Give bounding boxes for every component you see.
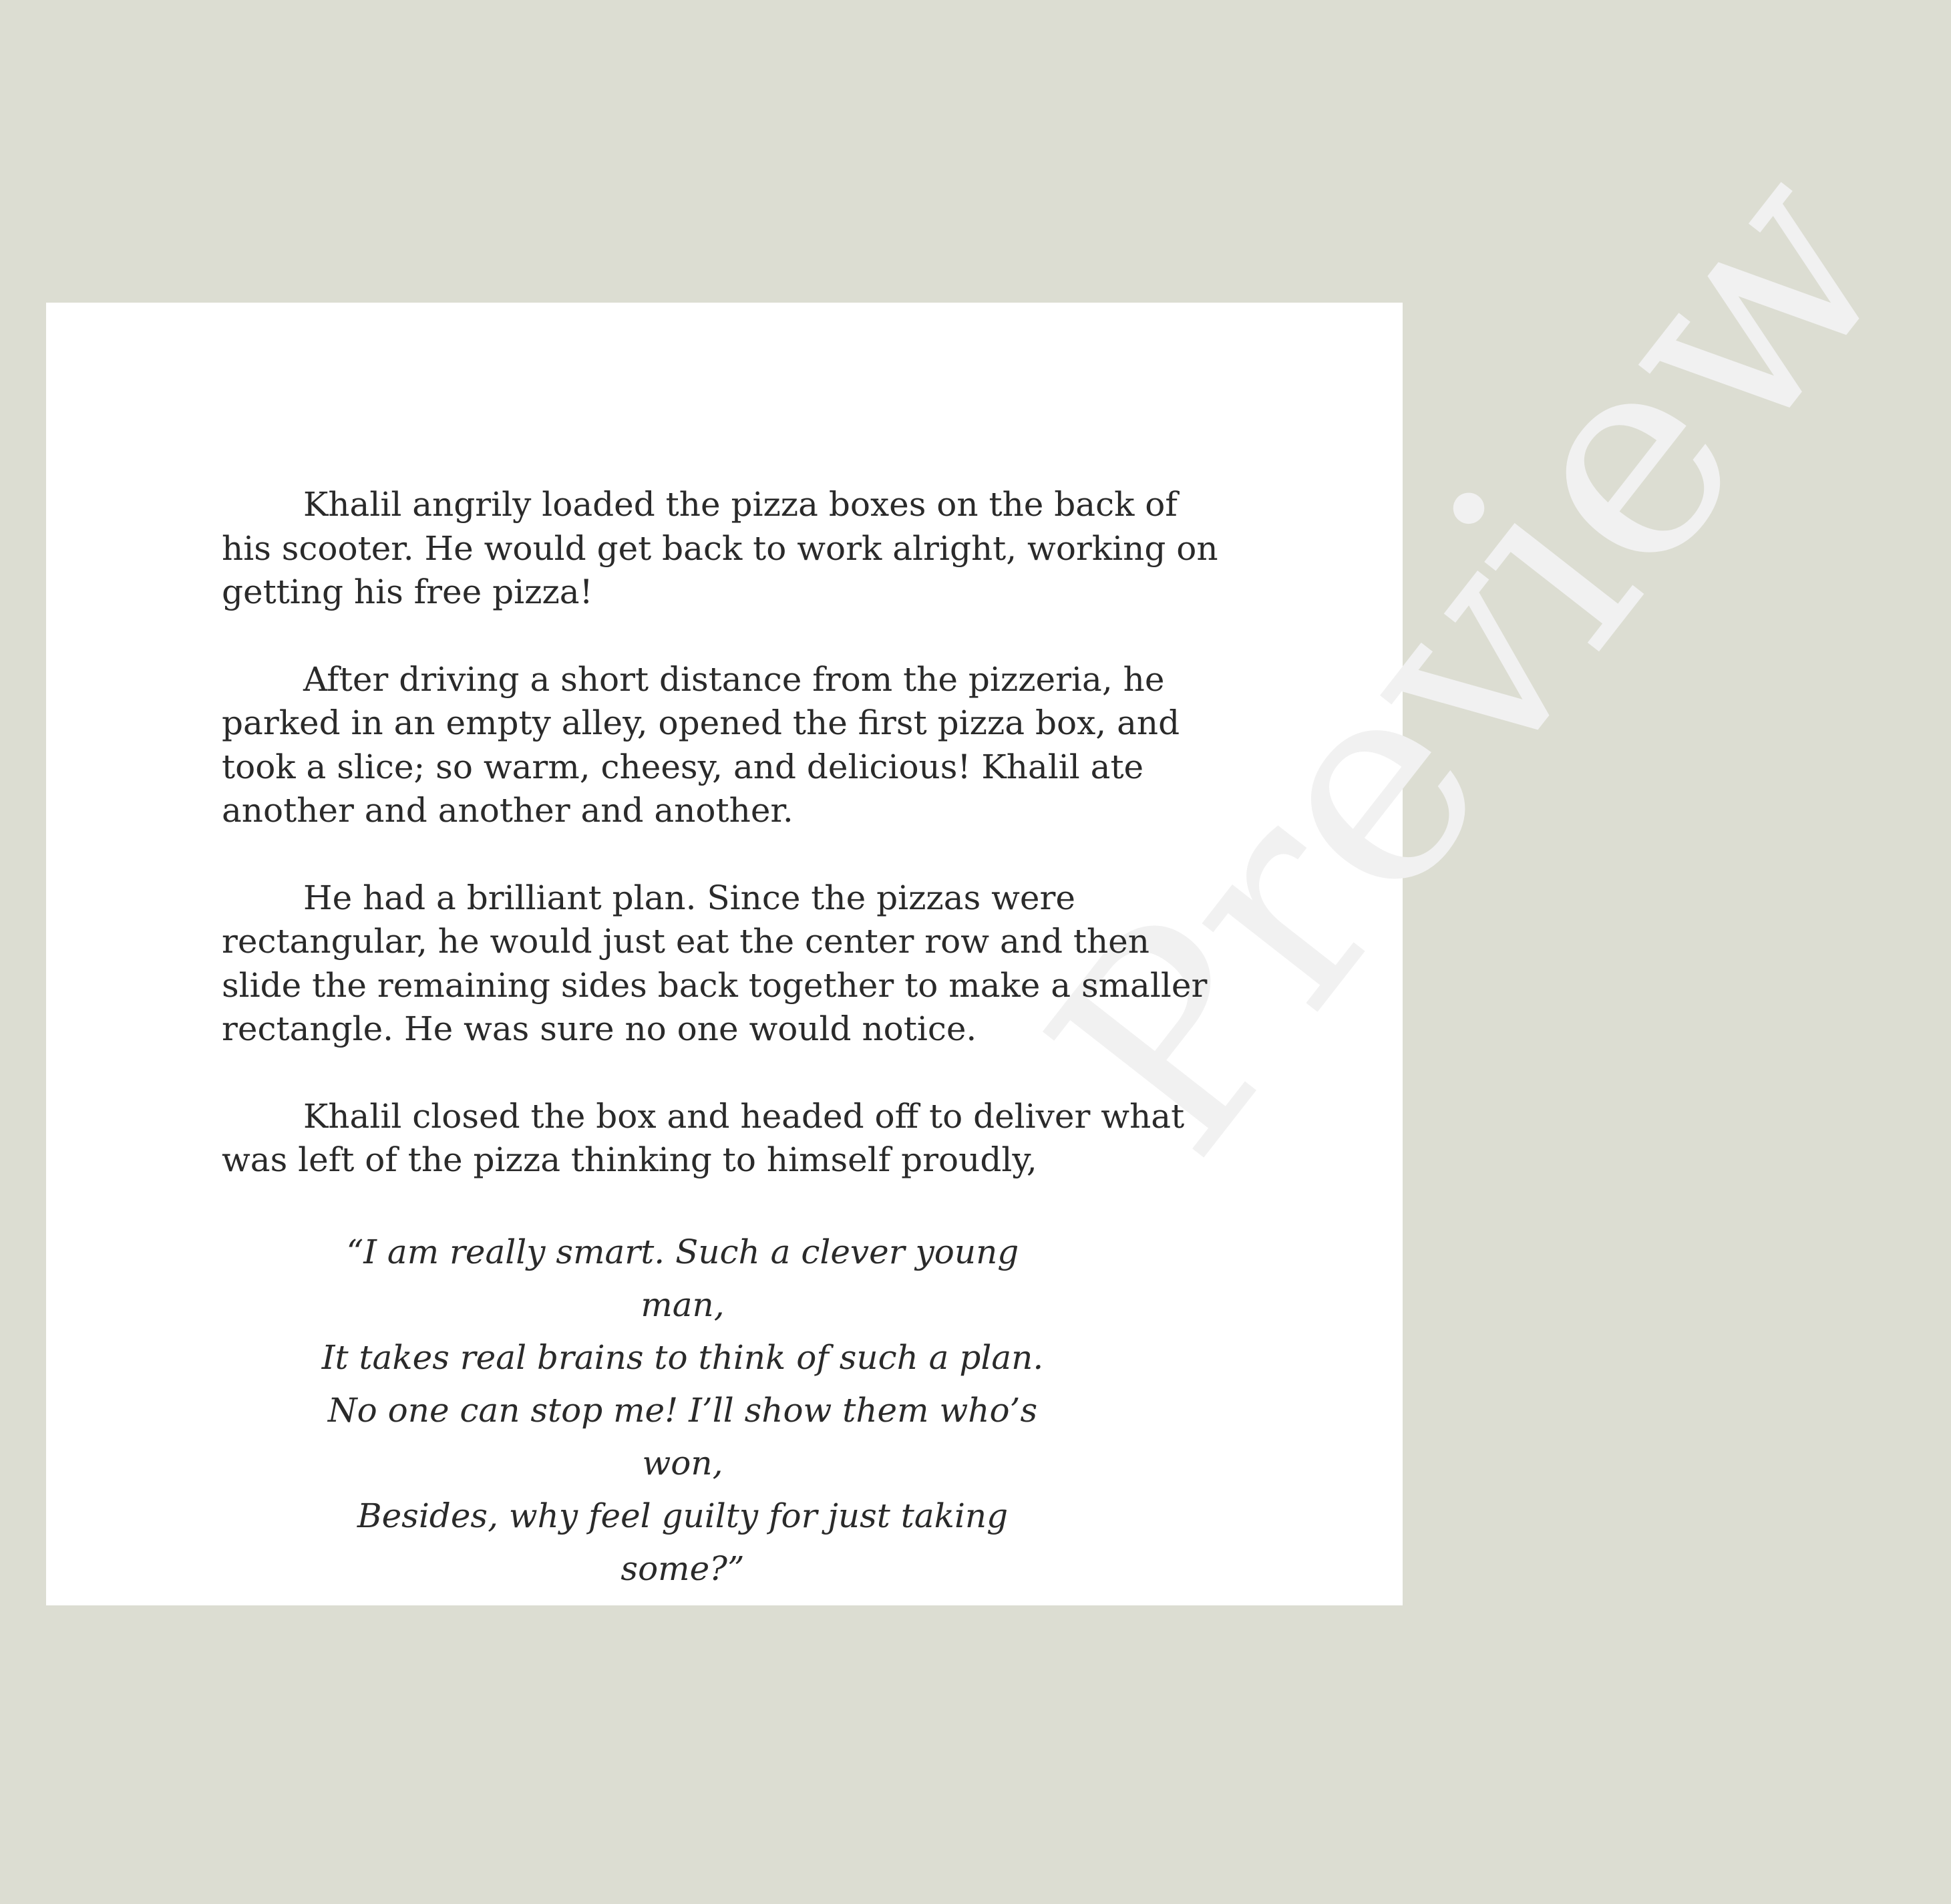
poem-line-4: Besides, why feel guilty for just taking some?” (357, 1496, 1009, 1588)
paragraph-3: He had a brilliant plan. Since the pizzas were rectangular, he would just eat the center row and then slide the remaining sides back together to make a smaller rectangle. He was sure no one would notice. (222, 878, 1208, 1048)
poem-line-3: No one can stop me! I’ll show them who’s won, (327, 1390, 1038, 1482)
story-text (222, 483, 1237, 1595)
preview-watermark: Preview (989, 108, 1951, 1211)
paragraph-2: After driving a short distance from the pizzeria, he parked in an empty alley, opened the first pizza box, and took a slice; so warm, cheesy, and delicious! Khalil ate another and another and another. (222, 659, 1180, 830)
paragraph-4: Khalil closed the box and headed off to deliver what was left of the pizza thinking to himself proudly, (222, 1096, 1185, 1179)
poem-line-2: It takes real brains to think of such a plan. (321, 1337, 1044, 1377)
paragraph-1: Khalil angrily loaded the pizza boxes on the back of his scooter. He would get back to work alright, working on getting his free pizza! (222, 485, 1218, 611)
book-page (46, 108, 1951, 1605)
poem-verse (222, 1226, 1050, 1595)
poem-line-1: “I am really smart. Such a clever young man, (346, 1232, 1019, 1324)
